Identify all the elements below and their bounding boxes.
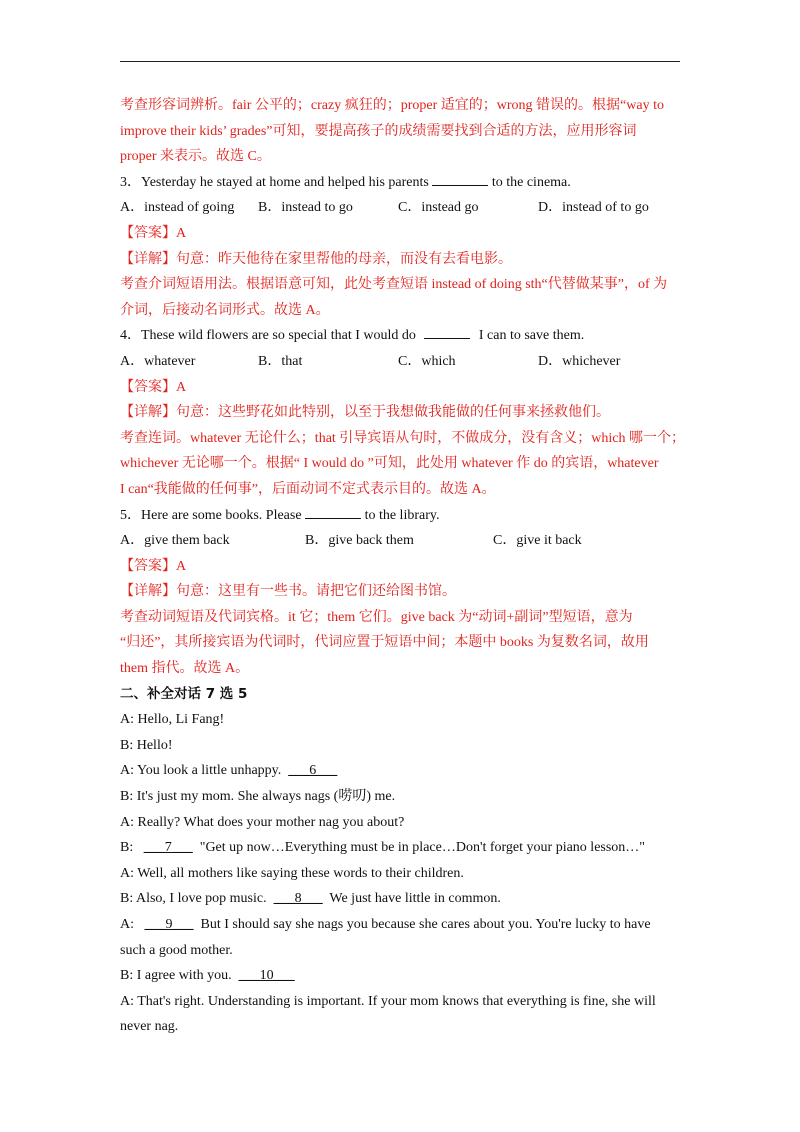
dialogue-line: B: Hello! — [120, 737, 173, 753]
header-rule — [120, 61, 680, 62]
option-c[interactable]: C．instead go — [398, 200, 479, 216]
option-c[interactable]: C．give it back — [493, 533, 582, 549]
question-4 — [120, 323, 686, 502]
dialogue-line: such a good mother. — [120, 942, 233, 958]
question-3 — [120, 170, 680, 324]
option-a[interactable]: A．give them back — [120, 533, 230, 549]
explanation-line: them 指代。故选 A。 — [120, 661, 250, 677]
dialogue-line: A: That's right. Understanding is important. If your mom knows that everything is fine, she will — [120, 993, 656, 1009]
option-d[interactable]: D．instead of to go — [538, 200, 649, 216]
explanation-line: whichever 无论哪一个。根据“ I would do ”可知，此处用 whatever 作 do 的宾语，whatever — [120, 456, 659, 472]
options-row — [120, 195, 680, 221]
option-b[interactable]: B．that — [258, 353, 303, 369]
dialogue-line: B: It's just my mom. She always nags (唠叨) me. — [120, 789, 396, 805]
option-a[interactable]: A．instead of going — [120, 200, 235, 216]
dialogue-line: A: You look a little unhappy. ___6___ — [120, 763, 338, 779]
explanation-line: I can“我能做的任何事”，后面动词不定式表示目的。故选 A。 — [120, 481, 496, 497]
answer-blank — [424, 324, 470, 339]
dialogue-line: A: Really? What does your mother nag you about? — [120, 814, 405, 830]
explanation-line: 考查形容词辨析。fair 公平的；crazy 疯狂的；proper 适宜的；wrong 错误的。根据“way to — [120, 98, 664, 113]
dialogue — [120, 707, 680, 1040]
options-row — [120, 528, 680, 554]
dialogue-line: B: ___7___ "Get up now…Everything must be in place…Don't forget your piano lesson…" — [120, 840, 646, 856]
explanation-line: 介词，后接动名词形式。故选 A。 — [120, 302, 330, 318]
dialogue-line: A: Hello, Li Fang! — [120, 712, 225, 728]
detail-line: 【详解】句意：这里有一些书。请把它们还给图书馆。 — [120, 584, 456, 600]
explanation-line: 考查动词短语及代词宾格。it 它；them 它们。give back 为“动词+副词”型短语，意为 — [120, 609, 633, 625]
options-row — [120, 349, 680, 375]
question-stem: 3．Yesterday he stayed at home and helped his parents to the cinema. — [120, 170, 680, 196]
document-body — [120, 93, 686, 1040]
question-stem: 5．Here are some books. Please to the library. — [120, 503, 680, 529]
explanation-line: 考查连词。whatever 无论什么；that 引导宾语从句时，不做成分，没有含义；which 哪一个； — [120, 430, 686, 446]
answer-label: 【答案】A — [120, 225, 187, 241]
answer-blank — [432, 171, 488, 186]
explanation-line: proper 来表示。故选 C。 — [120, 149, 271, 165]
dialogue-blank-8: ___8___ — [273, 891, 323, 907]
answer-label: 【答案】A — [120, 379, 187, 395]
option-b[interactable]: B．instead to go — [258, 200, 353, 216]
option-a[interactable]: A．whatever — [120, 353, 196, 369]
dialogue-blank-10: ___10___ — [238, 968, 295, 984]
option-d[interactable]: D．whichever — [538, 353, 621, 369]
explanation-line: improve their kids’ grades”可知，要提高孩子的成绩需要找到合适的方法，应用形容词 — [120, 123, 637, 139]
answer-label: 【答案】A — [120, 558, 187, 574]
dialogue-blank-9: ___9___ — [144, 917, 194, 932]
detail-line: 【详解】句意：这些野花如此特别，以至于我想做我能做的任何事来拯救他们。 — [120, 405, 610, 421]
question-stem: 4．These wild flowers are so special that I would do I can to save them. — [120, 323, 680, 349]
dialogue-line: A: ___9___ But I should say she nags you because she cares about you. You're lucky to have — [120, 917, 651, 932]
option-c[interactable]: C．which — [398, 353, 456, 369]
option-b[interactable]: B．give back them — [305, 533, 414, 549]
explanation-line: “归还”，其所接宾语为代词时，代词应置于短语中间；本题中 books 为复数名词，故用 — [120, 635, 649, 651]
dialogue-blank-6: ___6___ — [288, 763, 338, 779]
section-title: 二、补全对话 7 选 5 — [120, 685, 248, 702]
question-5 — [120, 503, 680, 682]
dialogue-line: A: Well, all mothers like saying these words to their children. — [120, 865, 464, 881]
dialogue-line: B: I agree with you. ___10___ — [120, 968, 295, 984]
dialogue-line: B: Also, I love pop music. ___8___ We just have little in common. — [120, 891, 501, 907]
dialogue-line: never nag. — [120, 1019, 179, 1035]
detail-line: 【详解】句意：昨天他待在家里帮他的母亲，而没有去看电影。 — [120, 251, 512, 267]
dialogue-blank-7: ___7___ — [143, 840, 193, 856]
q2-explanation — [120, 93, 680, 170]
answer-blank — [305, 504, 361, 519]
explanation-line: 考查介词短语用法。根据语意可知，此处考查短语 instead of doing sth“代替做某事”，of 为 — [120, 277, 668, 293]
